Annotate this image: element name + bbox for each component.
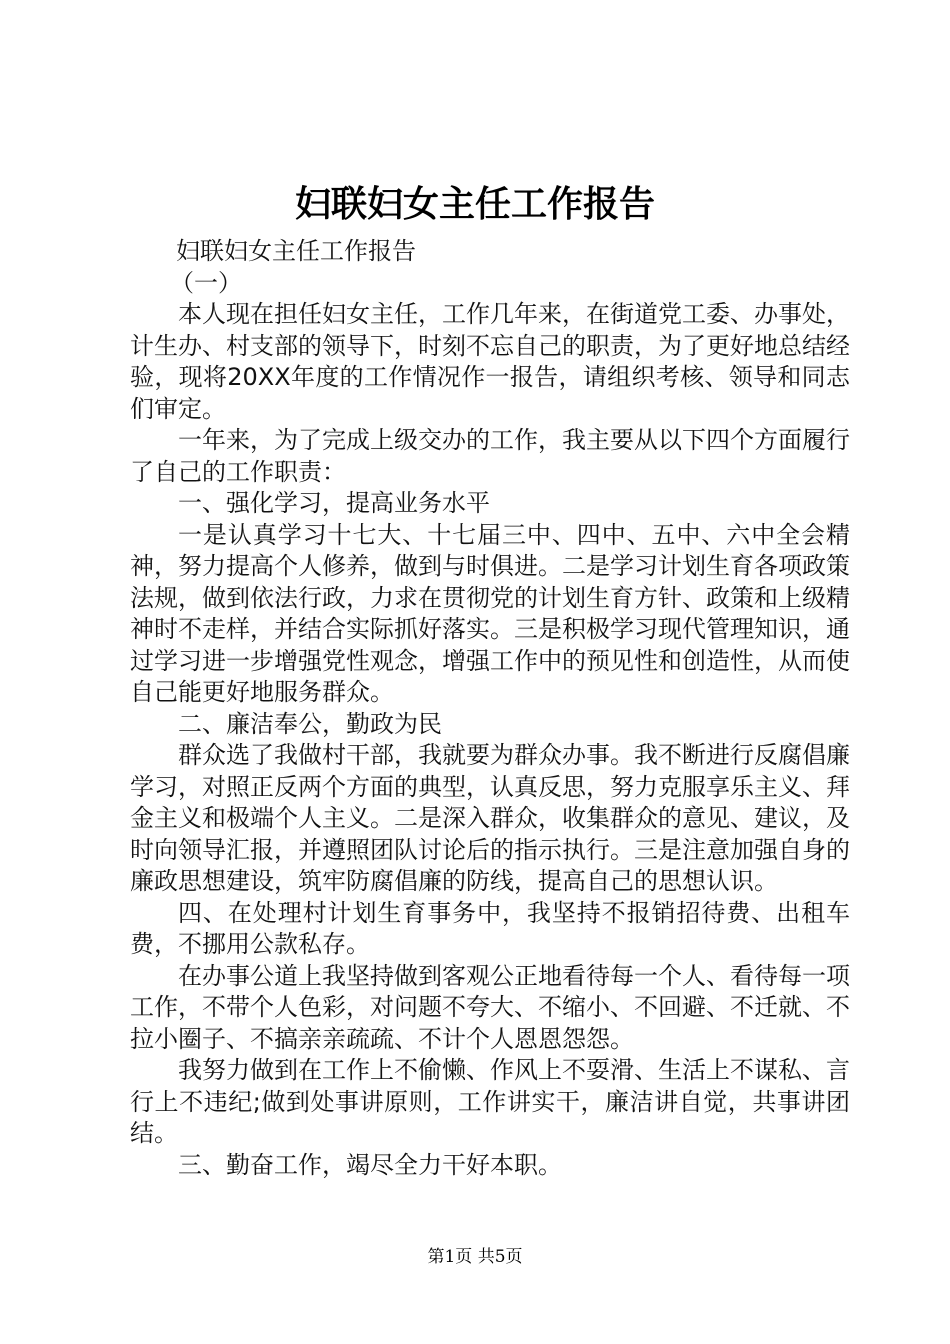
paragraph: 本人现在担任妇女主任，工作几年来，在街道党工委、办事处，计生办、村支部的领导下，时刻不忘自己的职责，为了更好地总结经验，现将20XX年度的工作情况作一报告，请组织考核、领导和同志们审定。	[130, 300, 850, 423]
paragraph: 在办事公道上我坚持做到客观公正地看待每一个人、看待每一项工作，不带个人色彩，对问题不夸大、不缩小、不回避、不迁就、不拉小圈子、不搞亲亲疏疏、不计个人恩恩怨怨。	[130, 961, 850, 1053]
document-title: 妇联妇女主任工作报告	[294, 183, 655, 225]
paragraph: 我努力做到在工作上不偷懒、作风上不耍滑、生活上不谋私、言行上不违纪;做到处事讲原则，工作讲实干，廉洁讲自觉，共事讲团结。	[130, 1056, 850, 1147]
section-heading: 一、强化学习，提高业务水平	[178, 489, 490, 517]
section-heading: 二、廉洁奉公，勤政为民	[178, 709, 442, 738]
page-number-footer: 第1页 共5页	[427, 1247, 523, 1267]
paragraph: 一年来，为了完成上级交办的工作，我主要从以下四个方面履行了自己的工作职责：	[130, 426, 850, 486]
paragraph: 四、在处理村计划生育事务中，我坚持不报销招待费、出租车费，不挪用公款私存。	[130, 898, 850, 958]
paragraph: 一是认真学习十七大、十七届三中、四中、五中、六中全会精神，努力提高个人修养，做到与时俱进。二是学习计划生育各项政策法规，做到依法行政，力求在贯彻党的计划生育方针、政策和上级精神时不走样，并结合实际抓好落实。三是积极学习现代管理知识，通过学习进一步增强党性观念，增强工作中的预见性和创造性，从而使自己能更好地服务群众。	[130, 520, 850, 706]
document-subtitle: 妇联妇女主任工作报告	[176, 237, 416, 265]
section-heading: 三、勤奋工作，竭尽全力干好本职。	[178, 1150, 562, 1179]
paragraph: 群众选了我做村干部，我就要为群众办事。我不断进行反腐倡廉学习，对照正反两个方面的典型，认真反思，努力克服享乐主义、拜金主义和极端个人主义。二是深入群众，收集群众的意见、建议，及时向领导汇报，并遵照团队讨论后的指示执行。三是注意加强自身的廉政思想建设，筑牢防腐倡廉的防线，提高自己的思想认识。	[130, 741, 850, 895]
section-marker: （一）	[170, 268, 242, 297]
document-body	[130, 236, 850, 1181]
